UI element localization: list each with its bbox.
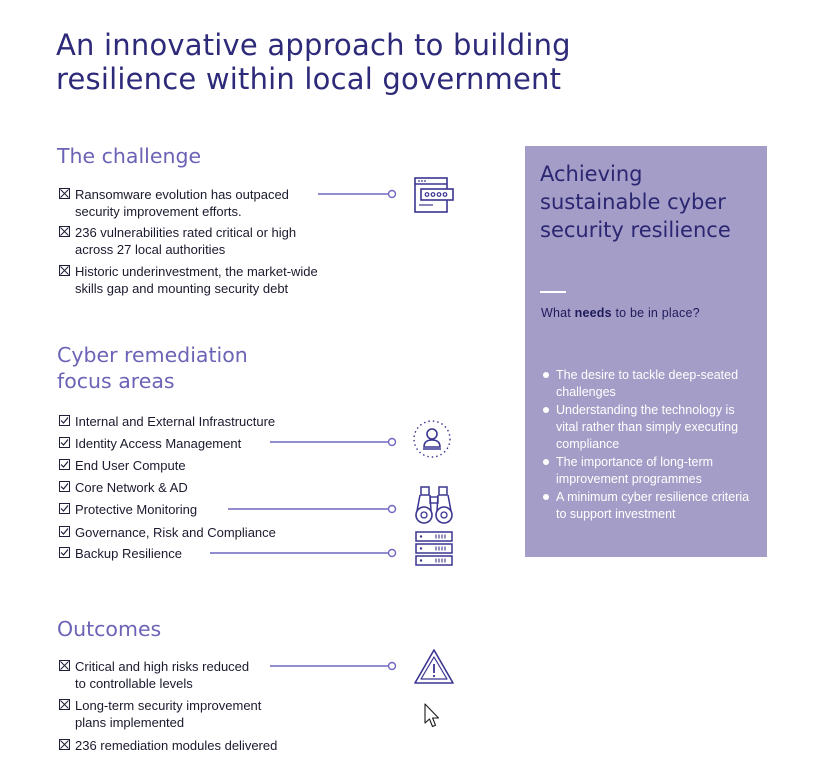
focus-item (59, 545, 182, 562)
focus-item (59, 479, 188, 496)
connector-line (270, 660, 398, 672)
panel-title: Achieving sustainable cyber security resilience (540, 162, 731, 242)
panel-bullet-text: A minimum cyber resilience criteria to support investment (556, 490, 750, 521)
focus-item (59, 435, 241, 452)
focus-item (59, 501, 197, 518)
connector-line (270, 436, 398, 448)
cross-box-icon (59, 226, 70, 237)
focus-item-text: End User Compute (75, 458, 186, 473)
panel-question-pre: What (541, 306, 575, 320)
connector-line (210, 547, 398, 559)
checkbox-checked-icon (59, 481, 70, 492)
focus-item-text: Identity Access Management (75, 436, 242, 451)
panel-divider (540, 291, 566, 293)
user-badge-icon (411, 418, 453, 460)
warning-triangle-icon (413, 648, 455, 686)
binoculars-icon (413, 485, 455, 525)
cross-box-icon (59, 660, 70, 671)
checkbox-checked-icon (59, 459, 70, 470)
connector-line (318, 188, 398, 200)
checkbox-checked-icon (59, 547, 70, 558)
challenge-item (59, 186, 299, 220)
mouse-cursor-icon (423, 703, 443, 731)
outcome-item (59, 658, 259, 692)
outcome-item-text: 236 remediation modules delivered (75, 738, 278, 753)
focus-item-text: Governance, Risk and Compliance (75, 525, 276, 540)
password-window-icon (411, 176, 455, 216)
panel-bullet (543, 454, 758, 488)
focus-item-text: Internal and External Infrastructure (75, 414, 276, 429)
checkbox-checked-icon (59, 503, 70, 514)
page-title: An innovative approach to building resilience within local government (56, 28, 571, 96)
panel-bullet-list (543, 367, 758, 524)
checkbox-checked-icon (59, 526, 70, 537)
focus-heading-line1: Cyber remediation (57, 343, 248, 367)
panel-question-post: to be in place? (611, 306, 700, 320)
focus-heading (57, 342, 248, 394)
outcome-item (59, 737, 319, 754)
challenge-item-text: 236 vulnerabilities rated critical or high across 27 local authorities (75, 225, 297, 257)
cross-box-icon (59, 188, 70, 199)
outcome-item (59, 697, 289, 731)
panel-bullet-text: The desire to tackle deep-seated challenges (556, 368, 739, 399)
bullet-dot-icon (543, 372, 549, 378)
outcomes-heading: Outcomes (57, 617, 162, 641)
panel-bullet (543, 402, 758, 453)
focus-item-text: Protective Monitoring (75, 502, 198, 517)
panel-bullet (543, 489, 758, 523)
focus-item-text: Core Network & AD (75, 480, 188, 495)
challenge-item-text: Historic underinvestment, the market-wide skills gap and mounting security debt (75, 264, 318, 296)
cross-box-icon (59, 699, 70, 710)
connector-line (228, 503, 398, 515)
resilience-panel (525, 146, 767, 557)
panel-bullet-text: Understanding the technology is vital rather than simply executing compliance (556, 403, 739, 451)
server-rack-icon (414, 530, 454, 568)
focus-item-text: Backup Resilience (75, 546, 182, 561)
challenge-item-text: Ransomware evolution has outpaced security improvement efforts. (75, 187, 289, 219)
cross-box-icon (59, 739, 70, 750)
panel-question (541, 306, 700, 320)
challenge-heading: The challenge (57, 144, 202, 168)
bullet-dot-icon (543, 407, 549, 413)
bullet-dot-icon (543, 459, 549, 465)
checkbox-checked-icon (59, 415, 70, 426)
cross-box-icon (59, 265, 70, 276)
outcome-item-text: Long-term security improvement plans implemented (75, 698, 262, 730)
focus-heading-line2: focus areas (57, 369, 175, 393)
focus-item (59, 457, 186, 474)
bullet-dot-icon (543, 494, 549, 500)
checkbox-checked-icon (59, 437, 70, 448)
challenge-item (59, 263, 339, 297)
panel-bullet (543, 367, 758, 401)
focus-item (59, 413, 275, 430)
outcome-item-text: Critical and high risks reduced to controllable levels (75, 659, 250, 691)
panel-question-bold: needs (574, 306, 612, 320)
panel-bullet-text: The importance of long-term improvement programmes (556, 455, 714, 486)
focus-item (59, 524, 276, 541)
challenge-item (59, 224, 299, 258)
